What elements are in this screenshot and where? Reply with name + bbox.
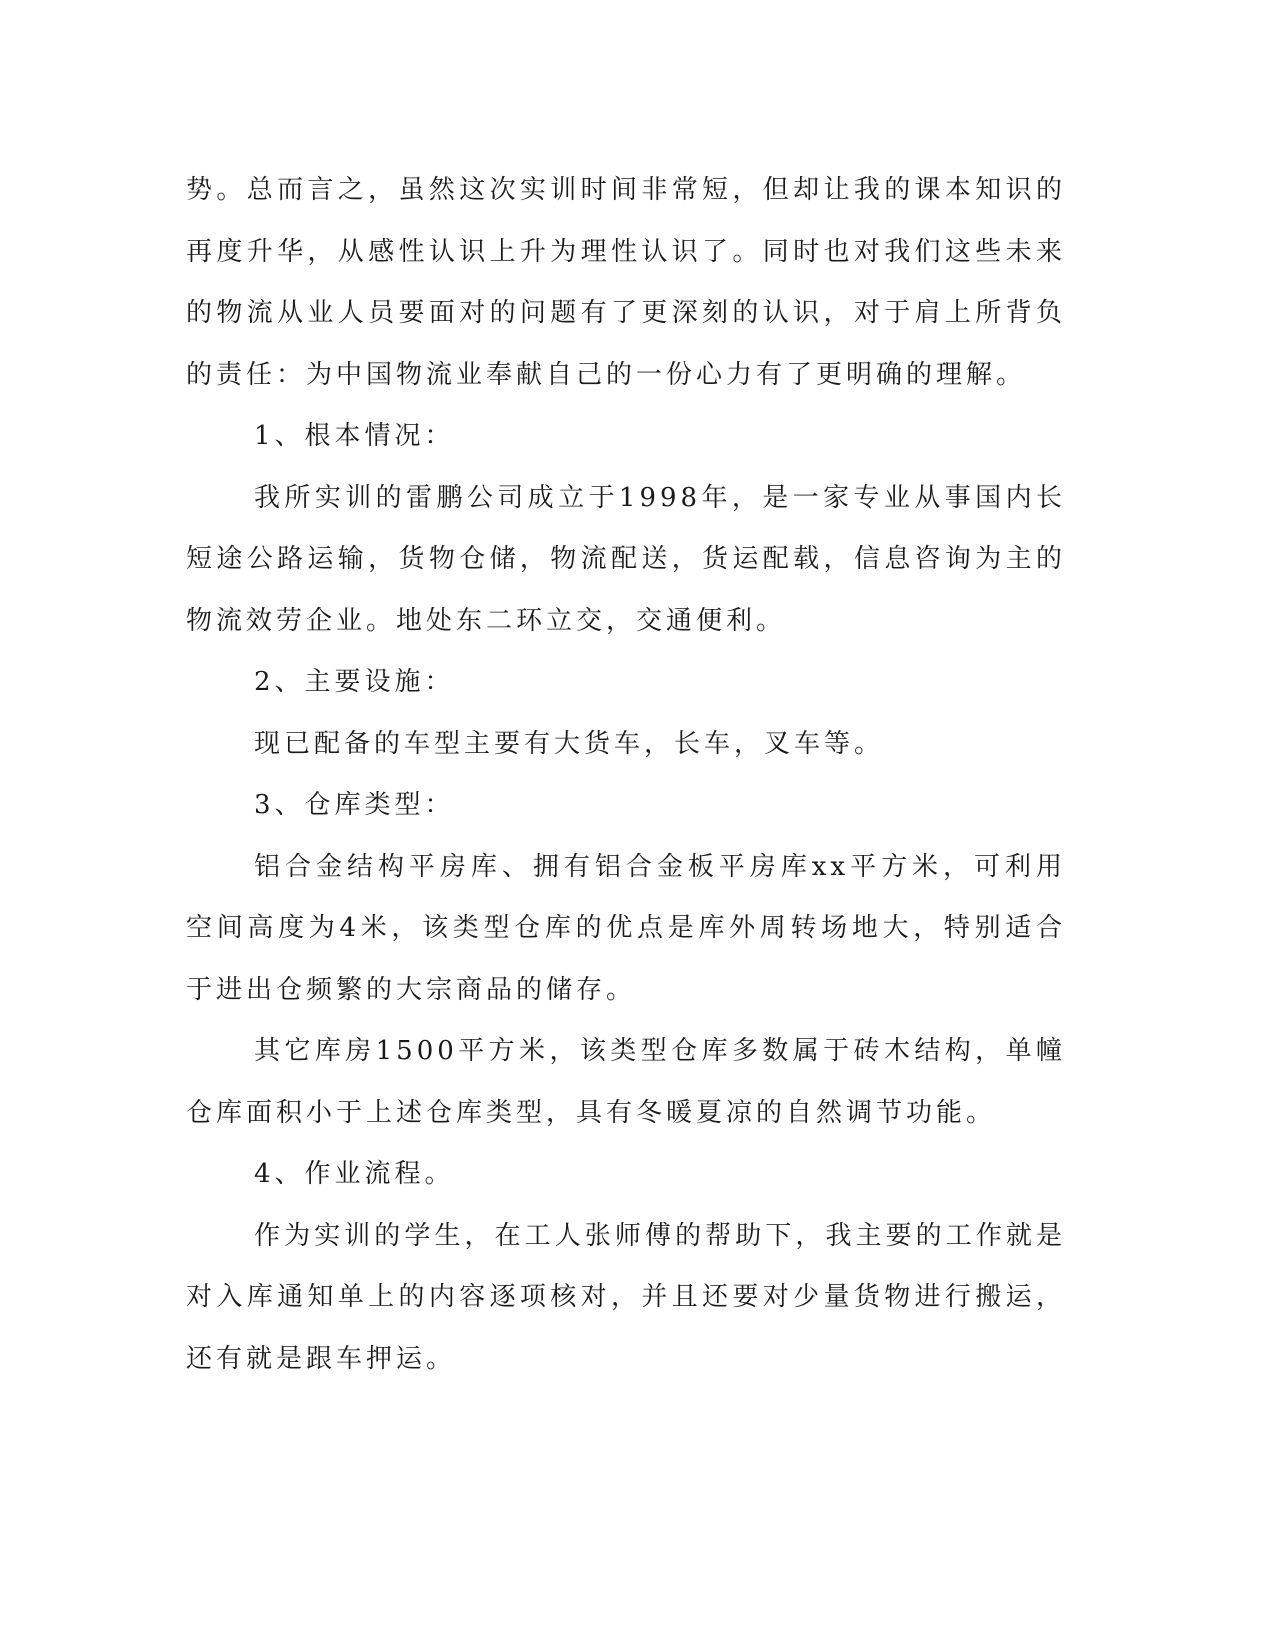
document-body (186, 160, 1066, 1390)
paragraph-other-warehouse: 其它库房1500平方米，该类型仓库多数属于砖木结构，单幢仓库面积小于上述仓库类型，具有冬暖夏凉的自然调节功能。 (186, 1036, 1066, 1128)
paragraph-vehicles: 现已配备的车型主要有大货车，长车，叉车等。 (254, 728, 885, 759)
paragraph-aluminum-warehouse: 铝合金结构平房库、拥有铝合金板平房库xx平方米，可利用空间高度为4米，该类型仓库的优点是库外周转场地大，特别适合于进出仓频繁的大宗商品的储存。 (186, 851, 1066, 1005)
paragraph-continuation: 势。总而言之，虽然这次实训时间非常短，但却让我的课本知识的再度升华，从感性认识上升为理性认识了。同时也对我们这些未来的物流从业人员要面对的问题有了更深刻的认识，对于肩上所背负的责任：为中国物流业奉献自己的一份心力有了更明确的理解。 (186, 175, 1066, 390)
section-heading-main-facilities: 2、主要设施： (254, 667, 455, 697)
section-heading-workflow: 4、作业流程。 (254, 1159, 455, 1189)
paragraph-company-intro: 我所实训的雷鹏公司成立于1998年，是一家专业从事国内长短途公路运输，货物仓储，物流配送，货运配载，信息咨询为主的物流效劳企业。地处东二环立交，交通便利。 (186, 482, 1066, 636)
paragraph-work-duties: 作为实训的学生，在工人张师傅的帮助下，我主要的工作就是对入库通知单上的内容逐项核对，并且还要对少量货物进行搬运，还有就是跟车押运。 (186, 1220, 1066, 1374)
section-heading-basic-situation: 1、根本情况： (254, 421, 455, 451)
section-heading-warehouse-types: 3、仓库类型： (254, 790, 455, 820)
